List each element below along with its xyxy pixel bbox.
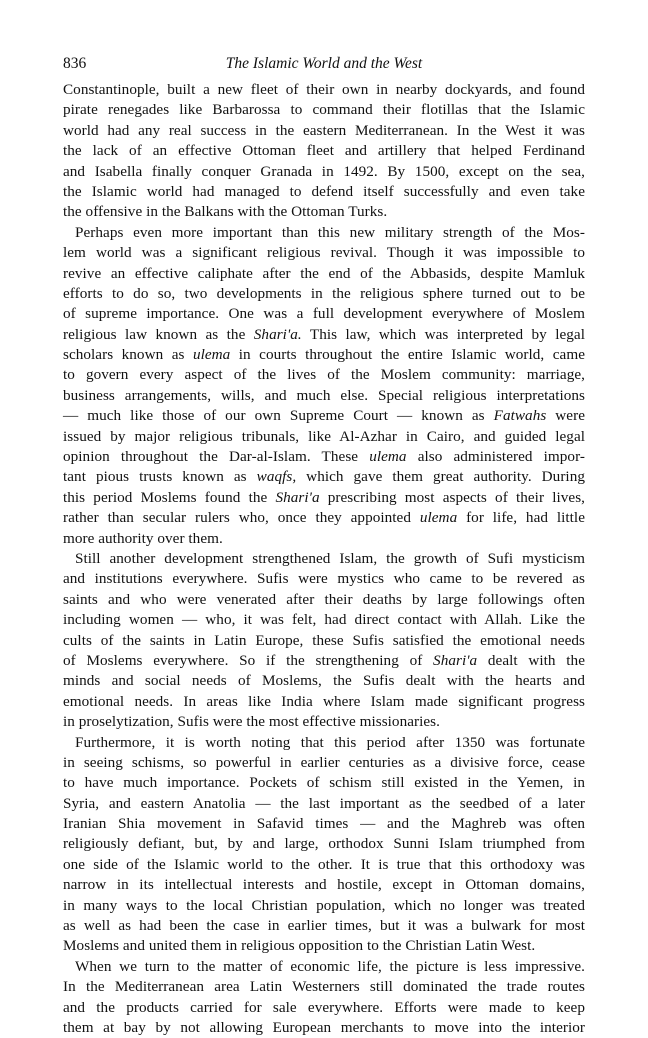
text-line: and the products carried for sale everywhere. Efforts were made to keep [63,998,585,1016]
text-line: Perhaps even more important than this new military strength of the Mos- [75,223,585,241]
text-line: this period Moslems found the Shari'a prescribing most aspects of their lives, [63,488,585,506]
text-line: business arrangements, wills, and much else. Special religious interpretations [63,386,585,404]
text-line: pirate renegades like Barbarossa to command their flotillas that the Islamic [63,101,585,119]
text-line: minds and social needs of Moslems, the Sufis dealt with the hearts and [63,672,585,690]
text-line: Syria, and eastern Anatolia — the last important as the seedbed of a later [63,794,585,812]
text-line: In the Mediterranean area Latin Westerners still dominated the trade routes [63,978,585,996]
text-line: scholars known as ulema in courts throughout the entire Islamic world, came [63,346,585,364]
running-header [63,55,585,76]
text-line: rather than secular rulers who, once they appointed ulema for life, had little [63,509,585,527]
text-line: to govern every aspect of the lives of the Moslem community: marriage, [63,366,585,384]
text-line: in many ways to the local Christian population, which no longer was treated [63,896,585,914]
paragraph [63,733,585,957]
text-line: narrow in its intellectual interests and hostile, except in Ottoman domains, [63,876,585,894]
text-line: — much like those of our own Supreme Court — known as Fatwahs were [63,407,585,425]
text-line: the Islamic world had managed to defend itself successfully and even take [63,182,585,200]
text-line: in seeing schisms, so powerful in earlier centuries as a divisive force, cease [63,753,585,771]
text-line: as well as had been the case in earlier times, but it was a bulwark for most [63,917,585,935]
text-line: to have much importance. Pockets of schism still existed in the Yemen, in [63,774,585,792]
text-line: world had any real success in the eastern Mediterranean. In the West it was [63,121,585,139]
book-page [63,55,585,1038]
text-line: of supreme importance. One was a full development everywhere of Moslem [63,305,585,323]
text-line: more authority over them. [63,529,223,547]
running-title: The Islamic World and the West [225,55,423,72]
text-line: emotional needs. In areas like India where Islam made significant progress [63,692,585,710]
text-line: efforts to do so, two developments in the religious sphere turned out to be [63,284,585,302]
text-line: opinion throughout the Dar-al-Islam. These ulema also administered impor- [63,448,585,466]
paragraph [63,957,585,1038]
text-line: Moslems and united them in religious opposition to the Christian Latin West. [63,937,536,955]
text-line: religious law known as the Shari'a. This law, which was interpreted by legal [63,325,585,343]
text-line: tant pious trusts known as waqfs, which gave them great authority. During [63,468,585,486]
text-line: saints and who were venerated after their deaths by large followings often [63,590,585,608]
text-line: Furthermore, it is worth noting that this period after 1350 was fortunate [75,733,585,751]
text-line: including women — who, it was felt, had direct contact with Allah. Like the [63,611,585,629]
text-line: revive an effective caliphate after the end of the Abbasids, despite Mamluk [63,264,585,282]
text-line: Constantinople, built a new fleet of their own in nearby dockyards, and found [63,81,585,98]
paragraph [63,549,585,733]
text-line: Still another development strengthened Islam, the growth of Sufi mysticism [75,549,585,567]
text-line: in proselytization, Sufis were the most effective missionaries. [63,713,440,731]
text-line: the lack of an effective Ottoman fleet and artillery that helped Ferdinand [63,142,585,160]
paragraph [63,80,585,223]
paragraph [63,223,585,549]
text-line: When we turn to the matter of economic life, the picture is less impressive. [75,957,585,975]
text-line: and institutions everywhere. Sufis were mystics who came to be revered as [63,570,585,588]
text-line: cults of the saints in Latin Europe, these Sufis satisfied the emotional needs [63,631,585,649]
body-text [63,80,585,1038]
page-number: 836 [63,55,87,72]
text-line: and Isabella finally conquer Granada in 1492. By 1500, except on the sea, [63,162,585,180]
text-line: the offensive in the Balkans with the Ottoman Turks. [63,203,388,221]
text-line: them at bay by not allowing European merchants to move into the interior [63,1018,585,1036]
text-line: one side of the Islamic world to the other. It is true that this orthodoxy was [63,855,585,873]
text-line: religiously defiant, but, by and large, orthodox Sunni Islam triumphed from [63,835,585,853]
text-line: lem world was a significant religious revival. Though it was impossible to [63,244,585,262]
text-line: Iranian Shia movement in Safavid times — and the Maghreb was often [63,815,585,833]
text-line: of Moslems everywhere. So if the strengthening of Shari'a dealt with the [63,651,585,669]
text-line: issued by major religious tribunals, like Al-Azhar in Cairo, and guided legal [63,427,585,445]
